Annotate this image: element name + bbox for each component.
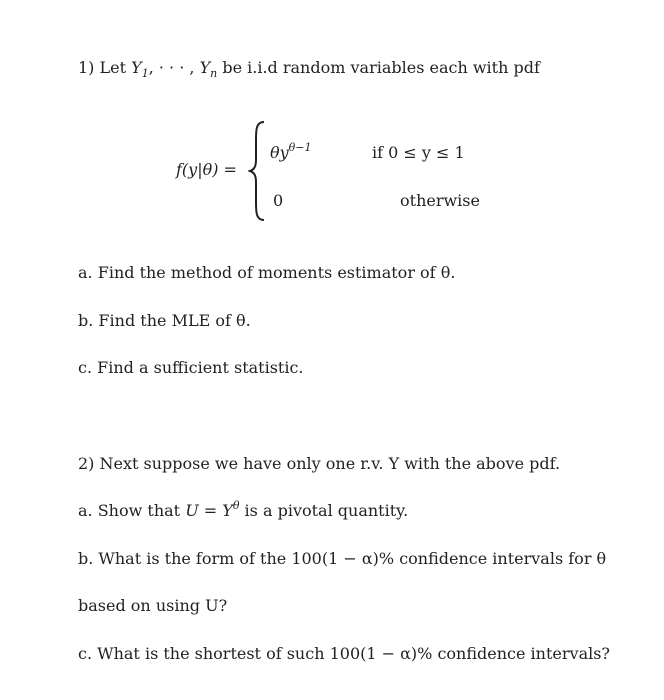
problem1-part-a: [78, 263, 455, 282]
problem2-part-b: [78, 549, 606, 568]
pivotal-expression: $U = Y^\theta$: [185, 499, 240, 520]
pdf-lhs: f(y|θ) =: [176, 160, 237, 179]
problem1-number: 1): [78, 58, 95, 77]
problem1-intro: [78, 58, 540, 80]
part-label: c.: [78, 358, 93, 377]
part-text: What is the form of the 100(1 − α)% confidence intervals for θ: [98, 549, 607, 568]
variable-y1: $Y_1$: [131, 58, 149, 80]
part-label: a.: [78, 501, 93, 520]
problem2-part-b-continued: based on using U?: [78, 596, 228, 615]
part-label: b.: [78, 549, 94, 568]
pdf-case2-expr: 0: [273, 191, 284, 210]
part-label: b.: [78, 311, 94, 330]
part-text: Find the MLE of θ.: [98, 311, 251, 330]
problem2-part-a: [78, 501, 408, 520]
pdf-case1-expr: $\theta y^{\theta-1}$: [270, 141, 312, 162]
problem1-part-b: [78, 311, 251, 330]
part-text-post: is a pivotal quantity.: [244, 501, 409, 520]
part-text-pre: Show that: [97, 501, 181, 520]
pdf-case2-condition: otherwise: [400, 191, 480, 210]
problem2-part-c: [78, 644, 610, 663]
left-brace-icon: [248, 120, 270, 222]
problem2-number: 2): [78, 454, 95, 473]
problem1-intro-pre: Let: [99, 58, 127, 77]
part-label: a.: [78, 263, 93, 282]
pdf-case1-condition: if 0 ≤ y ≤ 1: [372, 143, 465, 162]
problem2-intro-text: Next suppose we have only one r.v. Y with the above pdf.: [99, 454, 561, 473]
ellipsis: , · · · ,: [148, 58, 195, 77]
problem1-part-c: [78, 358, 304, 377]
part-text: What is the shortest of such 100(1 − α)% confidence intervals?: [97, 644, 611, 663]
problem1-intro-post: be i.i.d random variables each with pdf: [222, 58, 540, 77]
part-text: Find the method of moments estimator of θ.: [97, 263, 456, 282]
part-label: c.: [78, 644, 93, 663]
part-text: Find a sufficient statistic.: [97, 358, 304, 377]
variable-yn: $Y_n$: [199, 58, 218, 80]
problem2-intro: [78, 454, 560, 473]
